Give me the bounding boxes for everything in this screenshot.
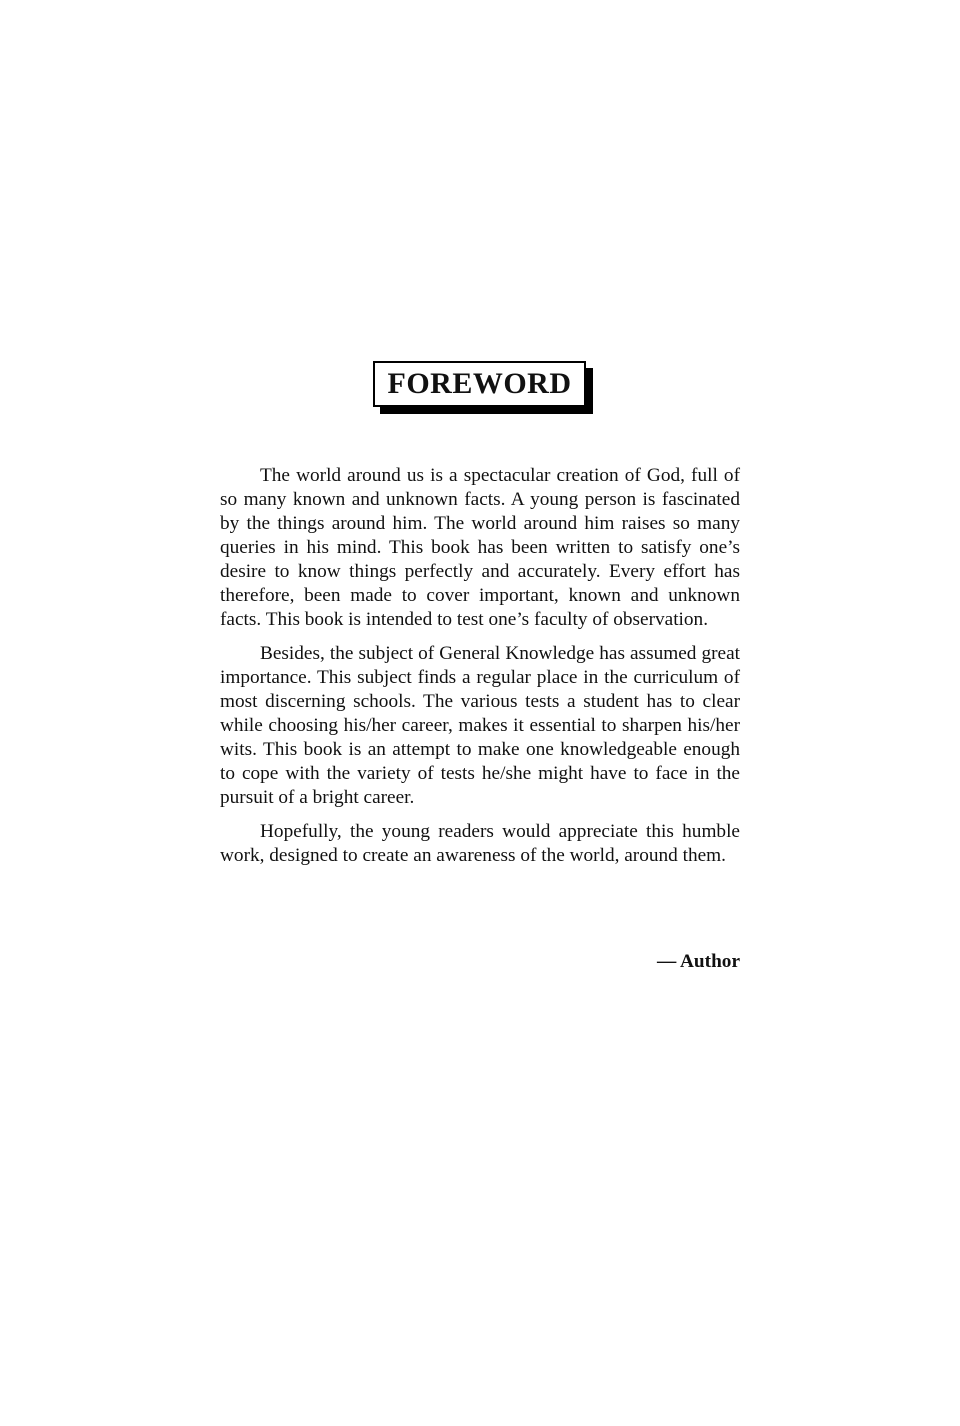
page-title: FOREWORD — [373, 361, 586, 407]
paragraph: Hopefully, the young readers would appreciate this humble work, designed to create an awareness of the world, around them. — [220, 821, 740, 866]
paragraph: Besides, the subject of General Knowledge has assumed great importance. This subject finds a regular place in the curriculum of most discerning schools. The various tests a student has to clear while choosing his/her career, makes it essential to sharpen his/her wits. This book is an attempt to make one knowledgeable enough to cope with the variety of tests he/she might have to face in the pursuit of a bright career. — [220, 643, 740, 808]
author-signature: — Author — [656, 951, 740, 972]
paragraph: The world around us is a spectacular creation of God, full of so many known and unknown facts. A young person is fascinated by the things around him. The world around him raises so many queries in his mind. This book has been written to satisfy one’s desire to know things perfectly and accurately. Every effort has therefore, been made to cover important, known and unknown facts. This book is intended to test one’s faculty of observation. — [220, 465, 740, 630]
heading-frame — [373, 361, 586, 407]
foreword-body — [220, 464, 740, 878]
